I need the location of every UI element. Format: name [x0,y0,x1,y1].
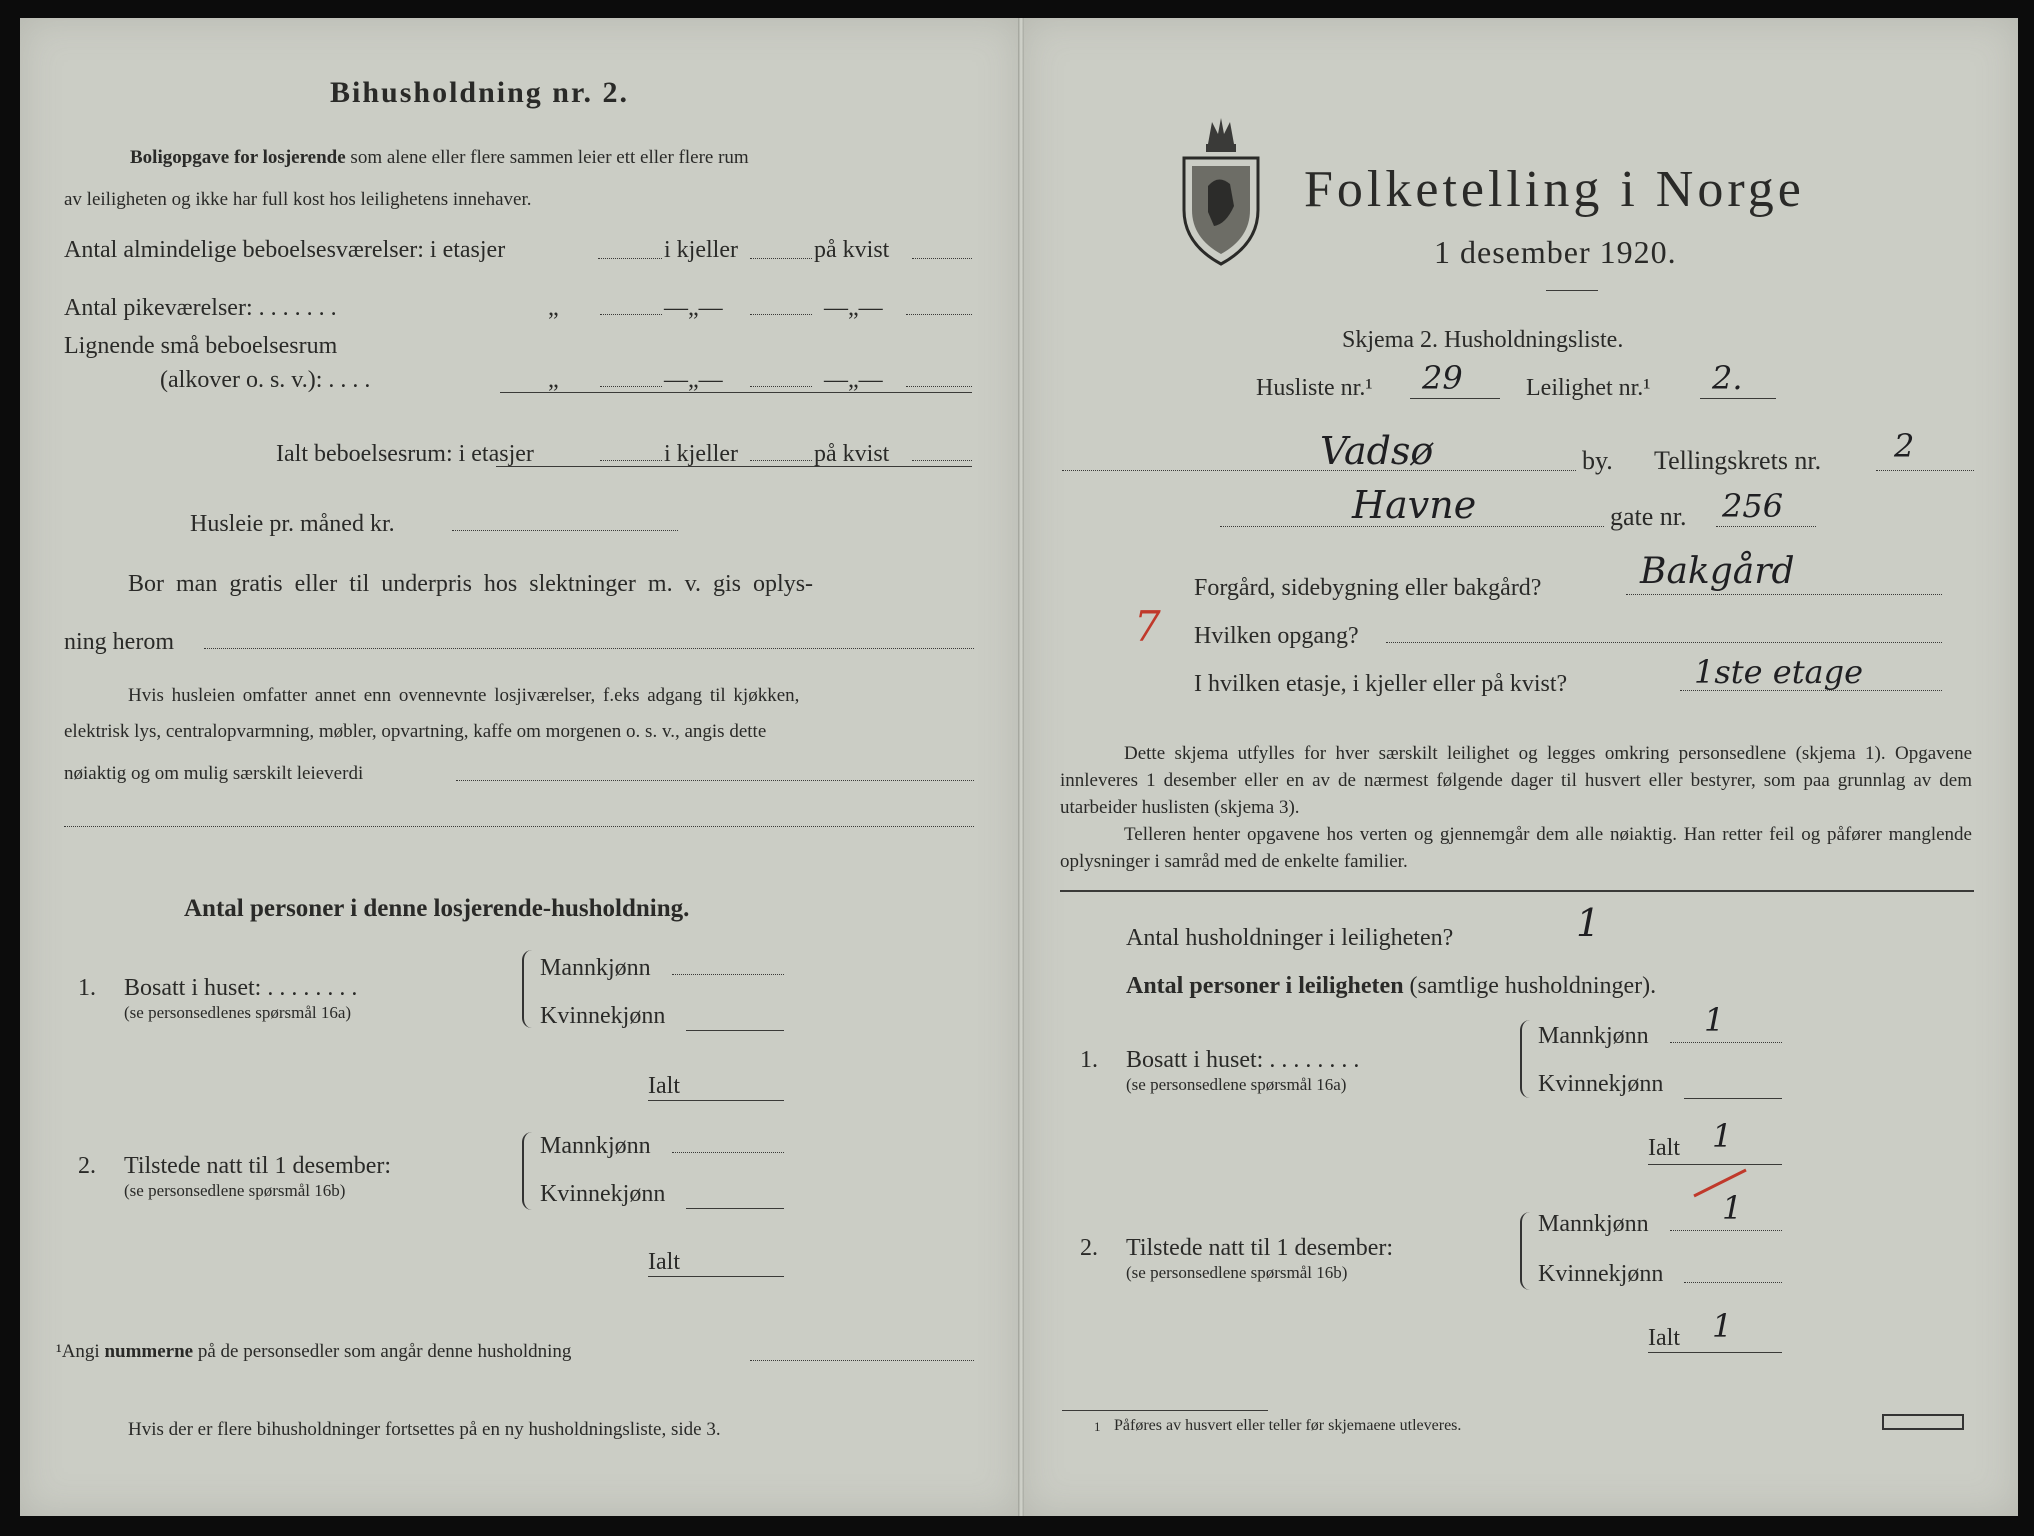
right-q1-ialt-label: Ialt [1648,1135,1680,1161]
right-q2-ialt-value: 1 [1712,1307,1733,1345]
krets-label: Tellingskrets nr. [1654,446,1822,475]
right-q1-ialt-field[interactable] [1648,1164,1782,1165]
right-q2-label: Tilstede natt til 1 desember: [1126,1235,1394,1261]
etasje-value: 1ste etage [1694,653,1864,691]
left-q2-kvinne-field[interactable] [686,1208,784,1209]
right-q2-num: 2. [1080,1235,1098,1261]
angi-line [56,1342,571,1361]
right-q1-mann-value: 1 [1704,1001,1725,1039]
right-title: Folketelling i Norge [1304,161,1805,218]
skjema-label: Skjema 2. Husholdningsliste. [1342,327,1624,353]
left-q1-num: 1. [78,975,96,1001]
left-q2-label: Tilstede natt til 1 desember: [124,1153,392,1179]
hvis-line-1: Hvis husleien omfatter annet enn ovennevnte losjiværelser, f.eks adgang til kjøkken, [128,685,800,706]
right-q1-label: Bosatt i huset: . . . . . . . . [1126,1047,1360,1073]
ialt-kjeller-field[interactable] [750,460,812,461]
footnote-divider [1062,1410,1268,1411]
left-q1-kvinne-field[interactable] [686,1030,784,1031]
husliste-label: Husliste nr.¹ [1256,375,1373,401]
left-q2-mann-field[interactable] [672,1152,784,1153]
right-q1-num: 1. [1080,1047,1098,1073]
forgard-value: Bakgård [1640,551,1795,592]
right-q2-mann-label: Mannkjønn [1538,1211,1649,1237]
dette-paragraph: Dette skjema utfylles for hver særskilt leilighet og legges omkring personsedlene (skjema 1). Opgavene innleveres 1 desember eller en av de nærmest følgende dager til husvert eller bestyrer, som paa grunnlag av dem utarbeider huslisten (skjema 3). [1060,743,1972,818]
left-q2-num: 2. [78,1153,96,1179]
intro-rest-1: som alene eller flere sammen leier ett eller flere rum [350,147,749,168]
by-label: by. [1582,446,1613,475]
footnote-text: Påføres av husvert eller teller før skjemaene utleveres. [1114,1417,1462,1434]
hvis-line-2: elektrisk lys, centralopvarmning, møbler, opvartning, kaffe om morgenen o. s. v., angis dette [64,721,767,742]
left-q1-kvinne-label: Kvinnekjønn [540,1003,666,1029]
leilighet-value: 2. [1712,359,1743,397]
antal-pers-line [1126,974,1656,998]
left-footer: Hvis der er flere bihusholdninger fortsettes på en ny husholdningsliste, side 3. [128,1419,721,1440]
right-q2-brace [1520,1212,1530,1290]
right-q2-ialt-field[interactable] [1648,1352,1782,1353]
forgard-label: Forgård, sidebygning eller bakgård? [1194,575,1542,601]
ialt-kjeller-label: i kjeller [664,441,738,467]
leilighet-field[interactable] [1700,398,1776,399]
etasjer-field[interactable] [598,258,662,259]
gate-value: Havne [1352,483,1477,527]
telleren-paragraph: Telleren henter opgavene hos verten og gjennemgår dem alle nøiaktig. Han retter feil og påfører manglende oplysninger i samråd med de enkelte familier. [1060,824,1972,872]
antal-pers-rest: (samtlige husholdninger). [1409,973,1657,999]
kvist-field[interactable] [912,258,972,259]
left-q2-sub: (se personsedlene spørsmål 16b) [124,1181,346,1200]
right-q2-mann-value: 1 [1722,1189,1743,1227]
left-q2-ialt-field[interactable] [648,1276,784,1277]
pike-kjeller-field[interactable] [750,314,812,315]
kjeller-field[interactable] [750,258,812,259]
pike-etasjer-field[interactable] [600,314,662,315]
lignende-dash-2: —„— [824,367,883,393]
angi-rest: på de personsedler som angår denne husholdning [197,1341,572,1362]
right-q1-kvinne-label: Kvinnekjønn [1538,1071,1664,1097]
lignende-label-2: (alkover o. s. v.): . . . . [160,367,371,393]
right-q2-ialt-label: Ialt [1648,1325,1680,1351]
ning-herom-label: ning herom [64,629,174,655]
angi-prefix: ¹Angi [56,1341,100,1362]
etasje-label: I hvilken etasje, i kjeller eller på kvist? [1194,671,1568,697]
page-fold [1018,18,1024,1516]
left-heading: Bihusholdning nr. 2. [330,76,630,109]
lignende-etasjer-field[interactable] [600,386,662,387]
right-date: 1 desember 1920. [1434,234,1677,270]
lignende-underline [500,392,972,393]
opgang-field[interactable] [1386,642,1942,643]
lignende-kvist-field[interactable] [906,386,972,387]
angi-field[interactable] [750,1360,974,1361]
left-q1-sub: (se personsedlenes spørsmål 16a) [124,1003,352,1022]
coat-of-arms-icon [1178,114,1264,266]
section-divider [1060,890,1974,892]
ning-herom-field[interactable] [204,648,974,649]
leieverdi-field-2[interactable] [64,826,974,827]
ialt-rooms-label: Ialt beboelsesrum: i etasjer [276,441,534,467]
footnote-num: 1 [1094,1419,1101,1434]
antal-hush-value: 1 [1576,901,1601,945]
intro-line-2: av leiligheten og ikke har full kost hos leilighetens innehaver. [64,189,532,210]
lignende-kjeller-field[interactable] [750,386,812,387]
right-q1-brace [1520,1020,1530,1098]
ialt-kvist-label: på kvist [814,441,890,467]
date-divider [1546,290,1598,291]
leilighet-label: Leilighet nr.¹ [1526,375,1651,401]
lignende-label-1: Lignende små beboelsesrum [64,333,338,359]
krets-field[interactable] [1876,470,1974,471]
pike-quote: „ [548,295,559,321]
ialt-underline [496,466,972,467]
left-q2-kvinne-label: Kvinnekjønn [540,1181,666,1207]
opgang-label: Hvilken opgang? [1194,623,1359,649]
gate-nr-value: 256 [1722,487,1784,525]
left-q2-brace [522,1132,532,1210]
husliste-field[interactable] [1410,398,1500,399]
gate-nr-field[interactable] [1716,526,1816,527]
left-q2-ialt-label: Ialt [648,1249,680,1275]
printer-stamp [1882,1414,1964,1430]
intro-bold: Boligopgave for losjerende [130,147,346,168]
left-q1-label: Bosatt i huset: . . . . . . . . [124,975,358,1001]
lignende-quote: „ [548,367,559,393]
right-q1-ialt-value: 1 [1712,1117,1733,1155]
right-q1-kvinne-field[interactable] [1684,1098,1782,1099]
forgard-field[interactable] [1626,594,1942,595]
pike-dash-1: —„— [664,295,723,321]
antal-hush-label: Antal husholdninger i leiligheten? [1126,925,1454,951]
bor-man-text: Bor man gratis eller til underpris hos slektninger m. v. gis oplys- [128,571,814,597]
left-q1-mann-label: Mannkjønn [540,955,651,981]
right-q1-mann-field[interactable] [1670,1042,1782,1043]
left-q2-mann-label: Mannkjønn [540,1133,651,1159]
husliste-value: 29 [1422,359,1463,397]
antal-rooms-label: Antal almindelige beboelsesværelser: i etasjer [64,237,506,263]
left-q1-brace [522,950,532,1028]
pike-dash-2: —„— [824,295,883,321]
pike-kvist-field[interactable] [906,314,972,315]
by-value: Vadsø [1320,429,1434,473]
right-q2-sub: (se personsedlene spørsmål 16b) [1126,1263,1348,1282]
left-q1-ialt-label: Ialt [648,1073,680,1099]
angi-bold: nummerne [104,1341,194,1362]
krets-value: 2 [1894,427,1915,465]
red-correction-mark: 7 [1134,602,1161,651]
antal-personer-heading: Antal personer i denne losjerende-husholdning. [184,895,690,922]
left-q1-mann-field[interactable] [672,974,784,975]
kjeller-label: i kjeller [664,237,738,263]
leieverdi-field[interactable] [456,780,974,781]
right-q2-mann-field[interactable] [1670,1230,1782,1231]
pike-label: Antal pikeværelser: . . . . . . . [64,295,337,321]
left-q1-ialt-field[interactable] [648,1100,784,1101]
hvis-line-3: nøiaktig og om mulig særskilt leieverdi [64,763,364,784]
right-q1-sub: (se personsedlene spørsmål 16a) [1126,1075,1347,1094]
right-q2-kvinne-field[interactable] [1684,1282,1782,1283]
ialt-etasjer-field[interactable] [600,460,662,461]
kvist-label: på kvist [814,237,890,263]
husleie-field[interactable] [452,530,678,531]
right-q2-kvinne-label: Kvinnekjønn [1538,1261,1664,1287]
husleie-label: Husleie pr. måned kr. [190,511,395,537]
gate-label: gate nr. [1610,502,1687,531]
ialt-kvist-field[interactable] [912,460,972,461]
by-field[interactable] [1062,470,1576,471]
antal-pers-bold: Antal personer i leiligheten [1126,973,1404,999]
lignende-dash-1: —„— [664,367,723,393]
right-q1-mann-label: Mannkjønn [1538,1023,1649,1049]
intro-line-1 [130,148,749,167]
